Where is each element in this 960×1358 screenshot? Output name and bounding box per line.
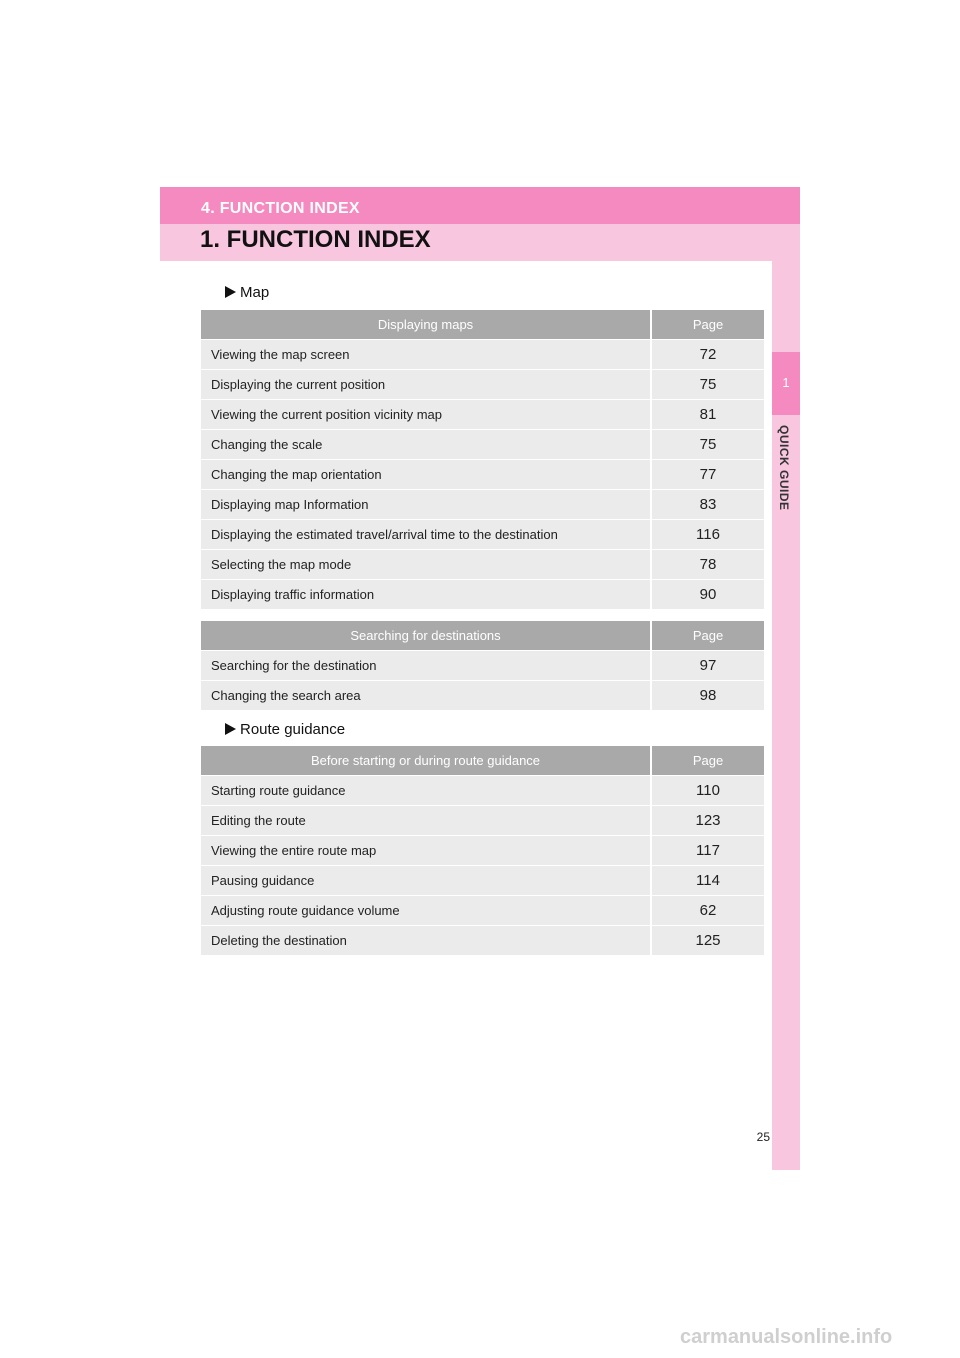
row-item: Displaying the current position [201, 370, 651, 400]
row-item: Viewing the map screen [201, 340, 651, 370]
table-row [201, 580, 764, 610]
table-header: Displaying maps [201, 310, 651, 340]
row-item: Searching for the destination [201, 651, 651, 681]
row-item: Changing the scale [201, 430, 651, 460]
section-label: 4. FUNCTION INDEX [201, 200, 360, 217]
row-page: 114 [651, 866, 764, 896]
page-column-header: Page [651, 746, 764, 776]
table-row [201, 520, 764, 550]
row-page: 110 [651, 776, 764, 806]
row-page: 77 [651, 460, 764, 490]
row-page: 97 [651, 651, 764, 681]
route-guidance-table [201, 746, 764, 955]
arrow-right-icon [225, 723, 236, 735]
row-page: 75 [651, 370, 764, 400]
row-item: Changing the search area [201, 681, 651, 711]
table-row [201, 776, 764, 806]
table-row [201, 340, 764, 370]
row-page: 81 [651, 400, 764, 430]
table-row [201, 926, 764, 956]
table-row [201, 430, 764, 460]
table-row [201, 681, 764, 711]
row-page: 72 [651, 340, 764, 370]
route-heading [225, 721, 345, 738]
row-page: 117 [651, 836, 764, 866]
row-page: 62 [651, 896, 764, 926]
table-row [201, 651, 764, 681]
side-tab-label: QUICK GUIDE [777, 425, 791, 511]
row-item: Displaying the estimated travel/arrival time to the destination [201, 520, 651, 550]
table-row [201, 400, 764, 430]
table-row [201, 836, 764, 866]
row-item: Editing the route [201, 806, 651, 836]
row-page: 125 [651, 926, 764, 956]
row-page: 78 [651, 550, 764, 580]
row-page: 116 [651, 520, 764, 550]
table-header: Before starting or during route guidance [201, 746, 651, 776]
row-item: Displaying traffic information [201, 580, 651, 610]
page-column-header: Page [651, 310, 764, 340]
table-row [201, 370, 764, 400]
table-row [201, 896, 764, 926]
displaying-maps-table [201, 310, 764, 609]
row-page: 123 [651, 806, 764, 836]
table-header: Searching for destinations [201, 621, 651, 651]
row-item: Adjusting route guidance volume [201, 896, 651, 926]
watermark: carmanualsonline.info [680, 1326, 893, 1348]
row-item: Viewing the current position vicinity map [201, 400, 651, 430]
route-heading-text: Route guidance [240, 721, 346, 738]
row-item: Pausing guidance [201, 866, 651, 896]
table-row [201, 460, 764, 490]
row-item: Displaying map Information [201, 490, 651, 520]
row-item: Changing the map orientation [201, 460, 651, 490]
page-number: 25 [756, 1130, 770, 1144]
row-page: 83 [651, 490, 764, 520]
row-item: Viewing the entire route map [201, 836, 651, 866]
table-row [201, 550, 764, 580]
row-item: Starting route guidance [201, 776, 651, 806]
page-column-header: Page [651, 621, 764, 651]
table-row [201, 490, 764, 520]
table-row [201, 806, 764, 836]
map-heading-text: Map [240, 284, 270, 301]
row-item: Deleting the destination [201, 926, 651, 956]
searching-destinations-table [201, 621, 764, 710]
row-item: Selecting the map mode [201, 550, 651, 580]
arrow-right-icon [225, 286, 236, 298]
row-page: 98 [651, 681, 764, 711]
page-title: 1. FUNCTION INDEX [200, 226, 431, 253]
row-page: 75 [651, 430, 764, 460]
side-tab-number: 1 [782, 375, 790, 390]
map-heading [225, 284, 269, 301]
table-row [201, 866, 764, 896]
row-page: 90 [651, 580, 764, 610]
